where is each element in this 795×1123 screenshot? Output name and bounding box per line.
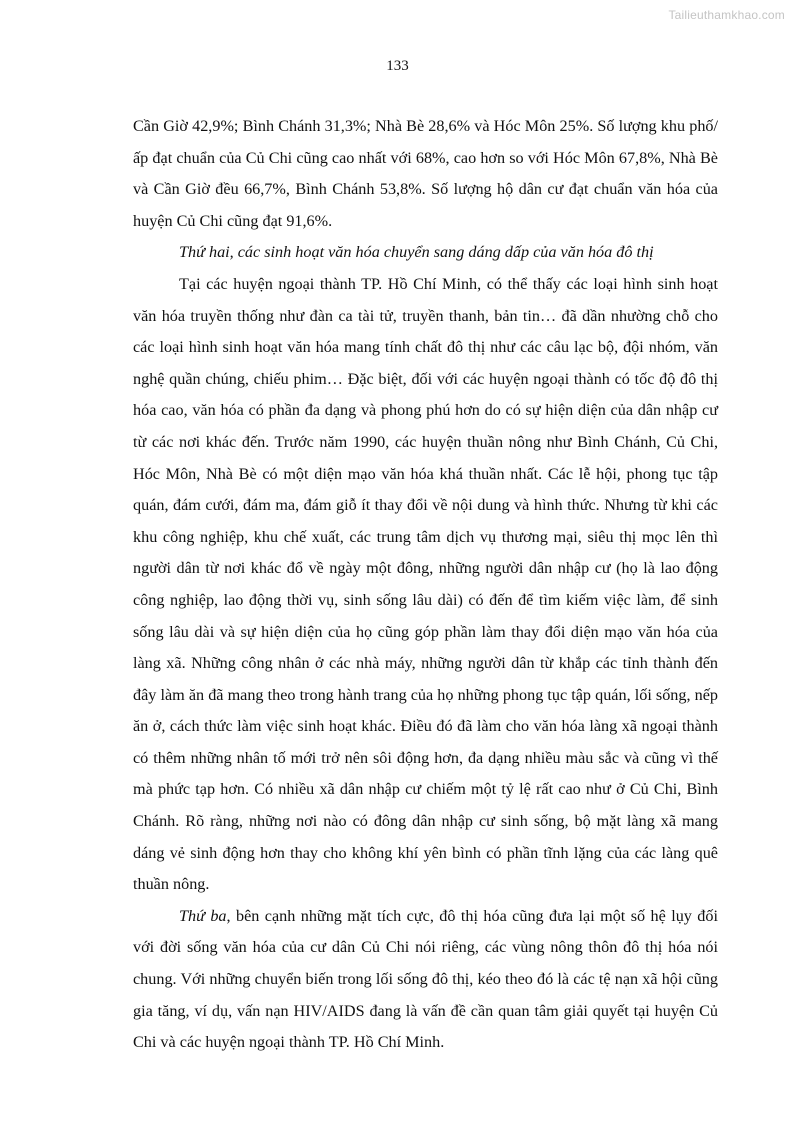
section-heading-thu-hai: Thứ hai, các sinh hoạt văn hóa chuyển sang dáng dấp của văn hóa đô thị: [179, 243, 654, 262]
watermark: Tailieuthamkhao.com: [668, 8, 785, 22]
page-body: [133, 111, 718, 1059]
paragraph-2: Tại các huyện ngoại thành TP. Hồ Chí Minh, có thể thấy các loại hình sinh hoạt văn hóa truyền thống như đàn ca tài tử, truyền thanh, bản tin… đã dần nhường chỗ cho các loại hình sinh hoạt văn hóa mang tính chất đô thị như các câu lạc bộ, đội nhóm, văn nghệ quần chúng, chiếu phim… Đặc biệt, đối với các huyện ngoại thành có tốc độ đô thị hóa cao, văn hóa có phần đa dạng và phong phú hơn do có sự hiện diện của dân nhập cư từ các nơi khác đến. Trước năm 1990, các huyện thuần nông như Bình Chánh, Củ Chi, Hóc Môn, Nhà Bè có một diện mạo văn hóa khá thuần nhất. Các lễ hội, phong tục tập quán, đám cưới, đám ma, đám giỗ ít thay đổi về nội dung và hình thức. Nhưng từ khi các khu công nghiệp, khu chế xuất, các trung tâm dịch vụ thương mại, siêu thị mọc lên thì người dân từ nơi khác đổ về ngày một đông, những người dân nhập cư (họ là lao động công nghiệp, lao động thời vụ, sinh sống lâu dài) có đến để tìm kiếm việc làm, để sinh sống lâu dài và sự hiện diện của họ cũng góp phần làm thay đổi diện mạo văn hóa của làng xã. Những công nhân ở các nhà máy, những người dân từ khắp các tỉnh thành đến đây làm ăn đã mang theo trong hành trang của họ những phong tục tập quán, lối sống, nếp ăn ở, cách thức làm việc sinh hoạt khác. Điều đó đã làm cho văn hóa làng xã ngoại thành có thêm những nhân tố mới trở nên sôi động hơn, đa dạng nhiều màu sắc và cũng vì thế mà phức tạp hơn. Có nhiều xã dân nhập cư chiếm một tỷ lệ rất cao như ở Củ Chi, Bình Chánh. Rõ ràng, những nơi nào có đông dân nhập cư sinh sống, bộ mặt làng xã mang dáng vẻ sinh động hơn thay cho không khí yên bình có phần tĩnh lặng của các làng quê thuần nông.: [133, 274, 718, 894]
paragraph-3-text: , bên cạnh những mặt tích cực, đô thị hóa cũng đưa lại một số hệ lụy đối với đời sống văn hóa của cư dân Củ Chi nói riêng, các vùng nông thôn đô thị hóa nói chung. Với những chuyển biến trong lối sống đô thị, kéo theo đó là các tệ nạn xã hội cũng gia tăng, ví dụ, vấn nạn HIV/AIDS đang là vấn đề cần quan tâm giải quyết tại huyện Củ Chi và các huyện ngoại thành TP. Hồ Chí Minh.: [133, 906, 718, 1052]
paragraph-3: [133, 901, 718, 1059]
paragraph-3-lead: Thứ ba: [179, 906, 227, 925]
paragraph-1: Cần Giờ 42,9%; Bình Chánh 31,3%; Nhà Bè 28,6% và Hóc Môn 25%. Số lượng khu phố/ấp đạt chuẩn của Củ Chi cũng cao nhất với 68%, cao hơn so với Hóc Môn 67,8%, Nhà Bè và Cần Giờ đều 66,7%, Bình Chánh 53,8%. Số lượng hộ dân cư đạt chuẩn văn hóa của huyện Củ Chi cũng đạt 91,6%.: [133, 117, 718, 230]
page-number: 133: [386, 58, 409, 74]
